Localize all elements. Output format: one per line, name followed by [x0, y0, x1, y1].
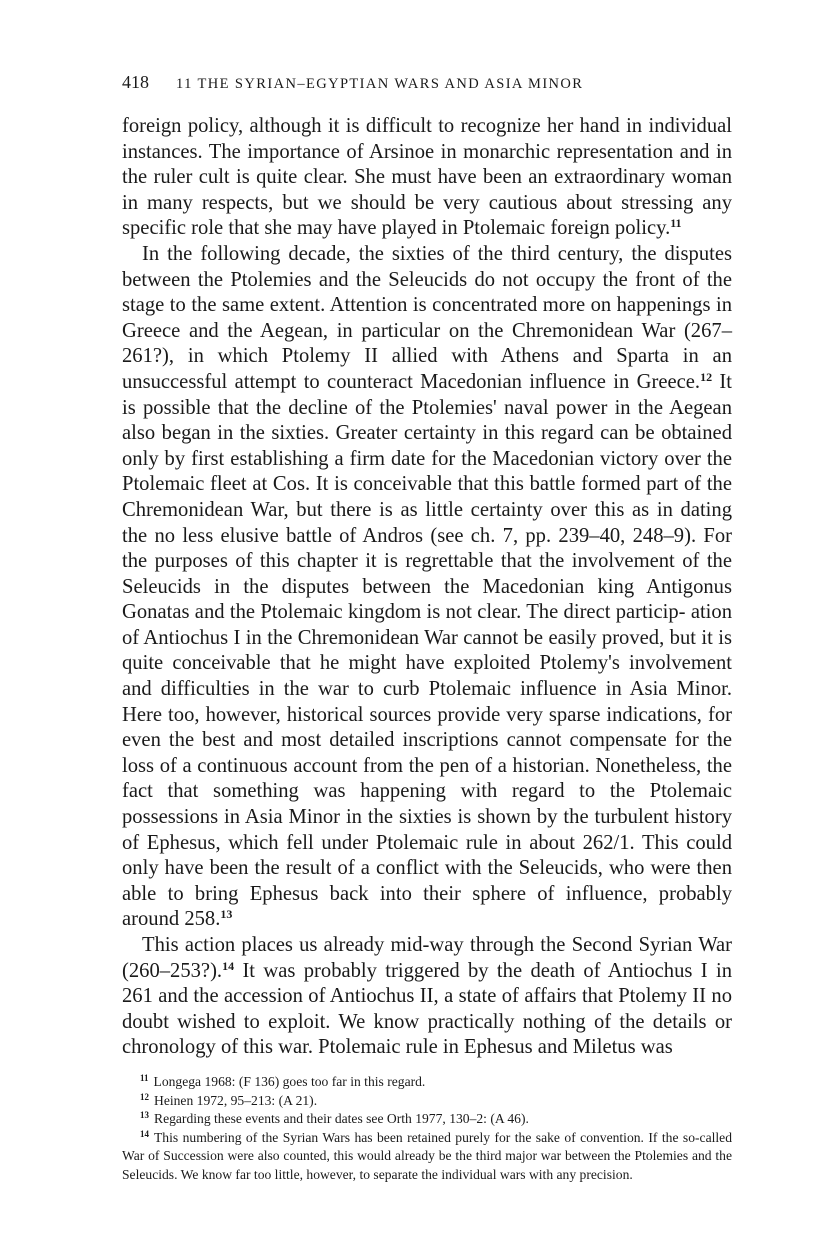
paragraph-text: It was probably triggered by the death of Antiochus I in 261 and the accession of Antiochus II, a state of affairs that Ptolemy II no doubt wished to exploit. We know practically nothing of the details or chronology of this war. Ptolemaic rule in Ephesus and Miletus was: [122, 959, 732, 1059]
footnote-text: Longega 1968: (F 136) goes too far in this regard.: [153, 1073, 426, 1089]
running-head: [122, 72, 732, 106]
body-text: [122, 114, 732, 1061]
footnote-text: Regarding these events and their dates see Orth 1977, 130–2: (A 46).: [154, 1111, 529, 1127]
footnote-number: 14: [140, 1128, 149, 1139]
chapter-title: 11 THE SYRIAN–EGYPTIAN WARS AND ASIA MINOR: [176, 76, 584, 92]
paragraph-text: It is possible that the decline of the Ptolemies' naval power in the Aegean also began in the sixties. Greater certainty in this regard can be obtained only by first establishing a firm date for the Macedonian victory over the Ptolemaic fleet at Cos. It is conceivable that this battle formed part of the Chremonidean War, but there is as little certainty over this as in dating the no less elusive battle of Andros (see ch. 7, pp. 239–40, 248–9). For the purposes of this chapter it is regrettable that the involvement of the Seleucids in the disputes between the Macedonian king Antigonus Gonatas and the Ptolemaic kingdom is not clear. The direct particip- ation of Antiochus I in the Chremonidean War cannot be easily proved, but it is quite conceivable that he might have exploited Ptolemy's involvement and difficulties in the war to curb Ptolemaic influence in Asia Minor. Here too, however, historical sources provide very sparse indications, for even the best and most detailed inscriptions cannot compensate for the loss of a continuous account from the pen of a historian. Nonetheless, the fact that something was happening with regard to the Ptolemaic possessions in Asia Minor in the sixties is shown by the turbulent history of Ephesus, which fell under Ptolemaic rule in about 262/1. This could only have been the result of a conflict with the Seleucids, who were then able to bring Ephesus back into their sphere of influence, probably around 258.: [122, 370, 732, 931]
footnote-text: This numbering of the Syrian Wars has been retained purely for the sake of convention. If the so-called War of Succession were also counted, this would already be the third major war between the Ptolemies and the Seleucids. We know far too little, however, to separate the individual wars with any precision.: [122, 1129, 732, 1182]
footnote-ref[interactable]: 13: [220, 907, 233, 922]
book-page: [122, 72, 732, 1185]
footnote-number: 12: [140, 1091, 149, 1102]
paragraph: [122, 242, 732, 933]
footnote: [122, 1073, 732, 1092]
footnote-text: Heinen 1972, 95–213: (A 21).: [154, 1092, 318, 1108]
footnote: [122, 1110, 732, 1129]
footnote-number: 13: [140, 1110, 149, 1121]
paragraph-text: This action places us already mid-way through the Second Syrian War (260–253?).: [122, 934, 732, 982]
paragraph-text: foreign policy, although it is difficult to recognize her hand in individual instances. The importance of Arsinoe in monarchic representation and in the ruler cult is quite clear. She must have been an extraordinary woman in many respects, but we should be very cautious about stressing any specific role that she may have played in Ptolemaic foreign policy.: [122, 115, 732, 240]
footnote-ref[interactable]: 12: [700, 369, 713, 384]
paragraph: [122, 114, 732, 242]
footnote-ref[interactable]: 11: [670, 216, 682, 231]
footnotes: [122, 1073, 732, 1185]
footnote-number: 11: [140, 1072, 149, 1083]
paragraph: [122, 933, 732, 1061]
footnote: [122, 1092, 732, 1111]
page-number: 418: [122, 72, 149, 92]
footnote-ref[interactable]: 14: [222, 958, 235, 973]
paragraph-text: In the following decade, the sixties of the third century, the disputes between the Ptolemies and the Seleucids do not occupy the front of the stage to the same extent. Attention is concentrated more on happenings in Greece and the Aegean, in particular on the Chremonidean War (267–261?), in which Ptolemy II allied with Athens and Sparta in an unsuccessful attempt to counteract Macedonian influence in Greece.: [122, 242, 732, 393]
footnote: [122, 1129, 732, 1185]
